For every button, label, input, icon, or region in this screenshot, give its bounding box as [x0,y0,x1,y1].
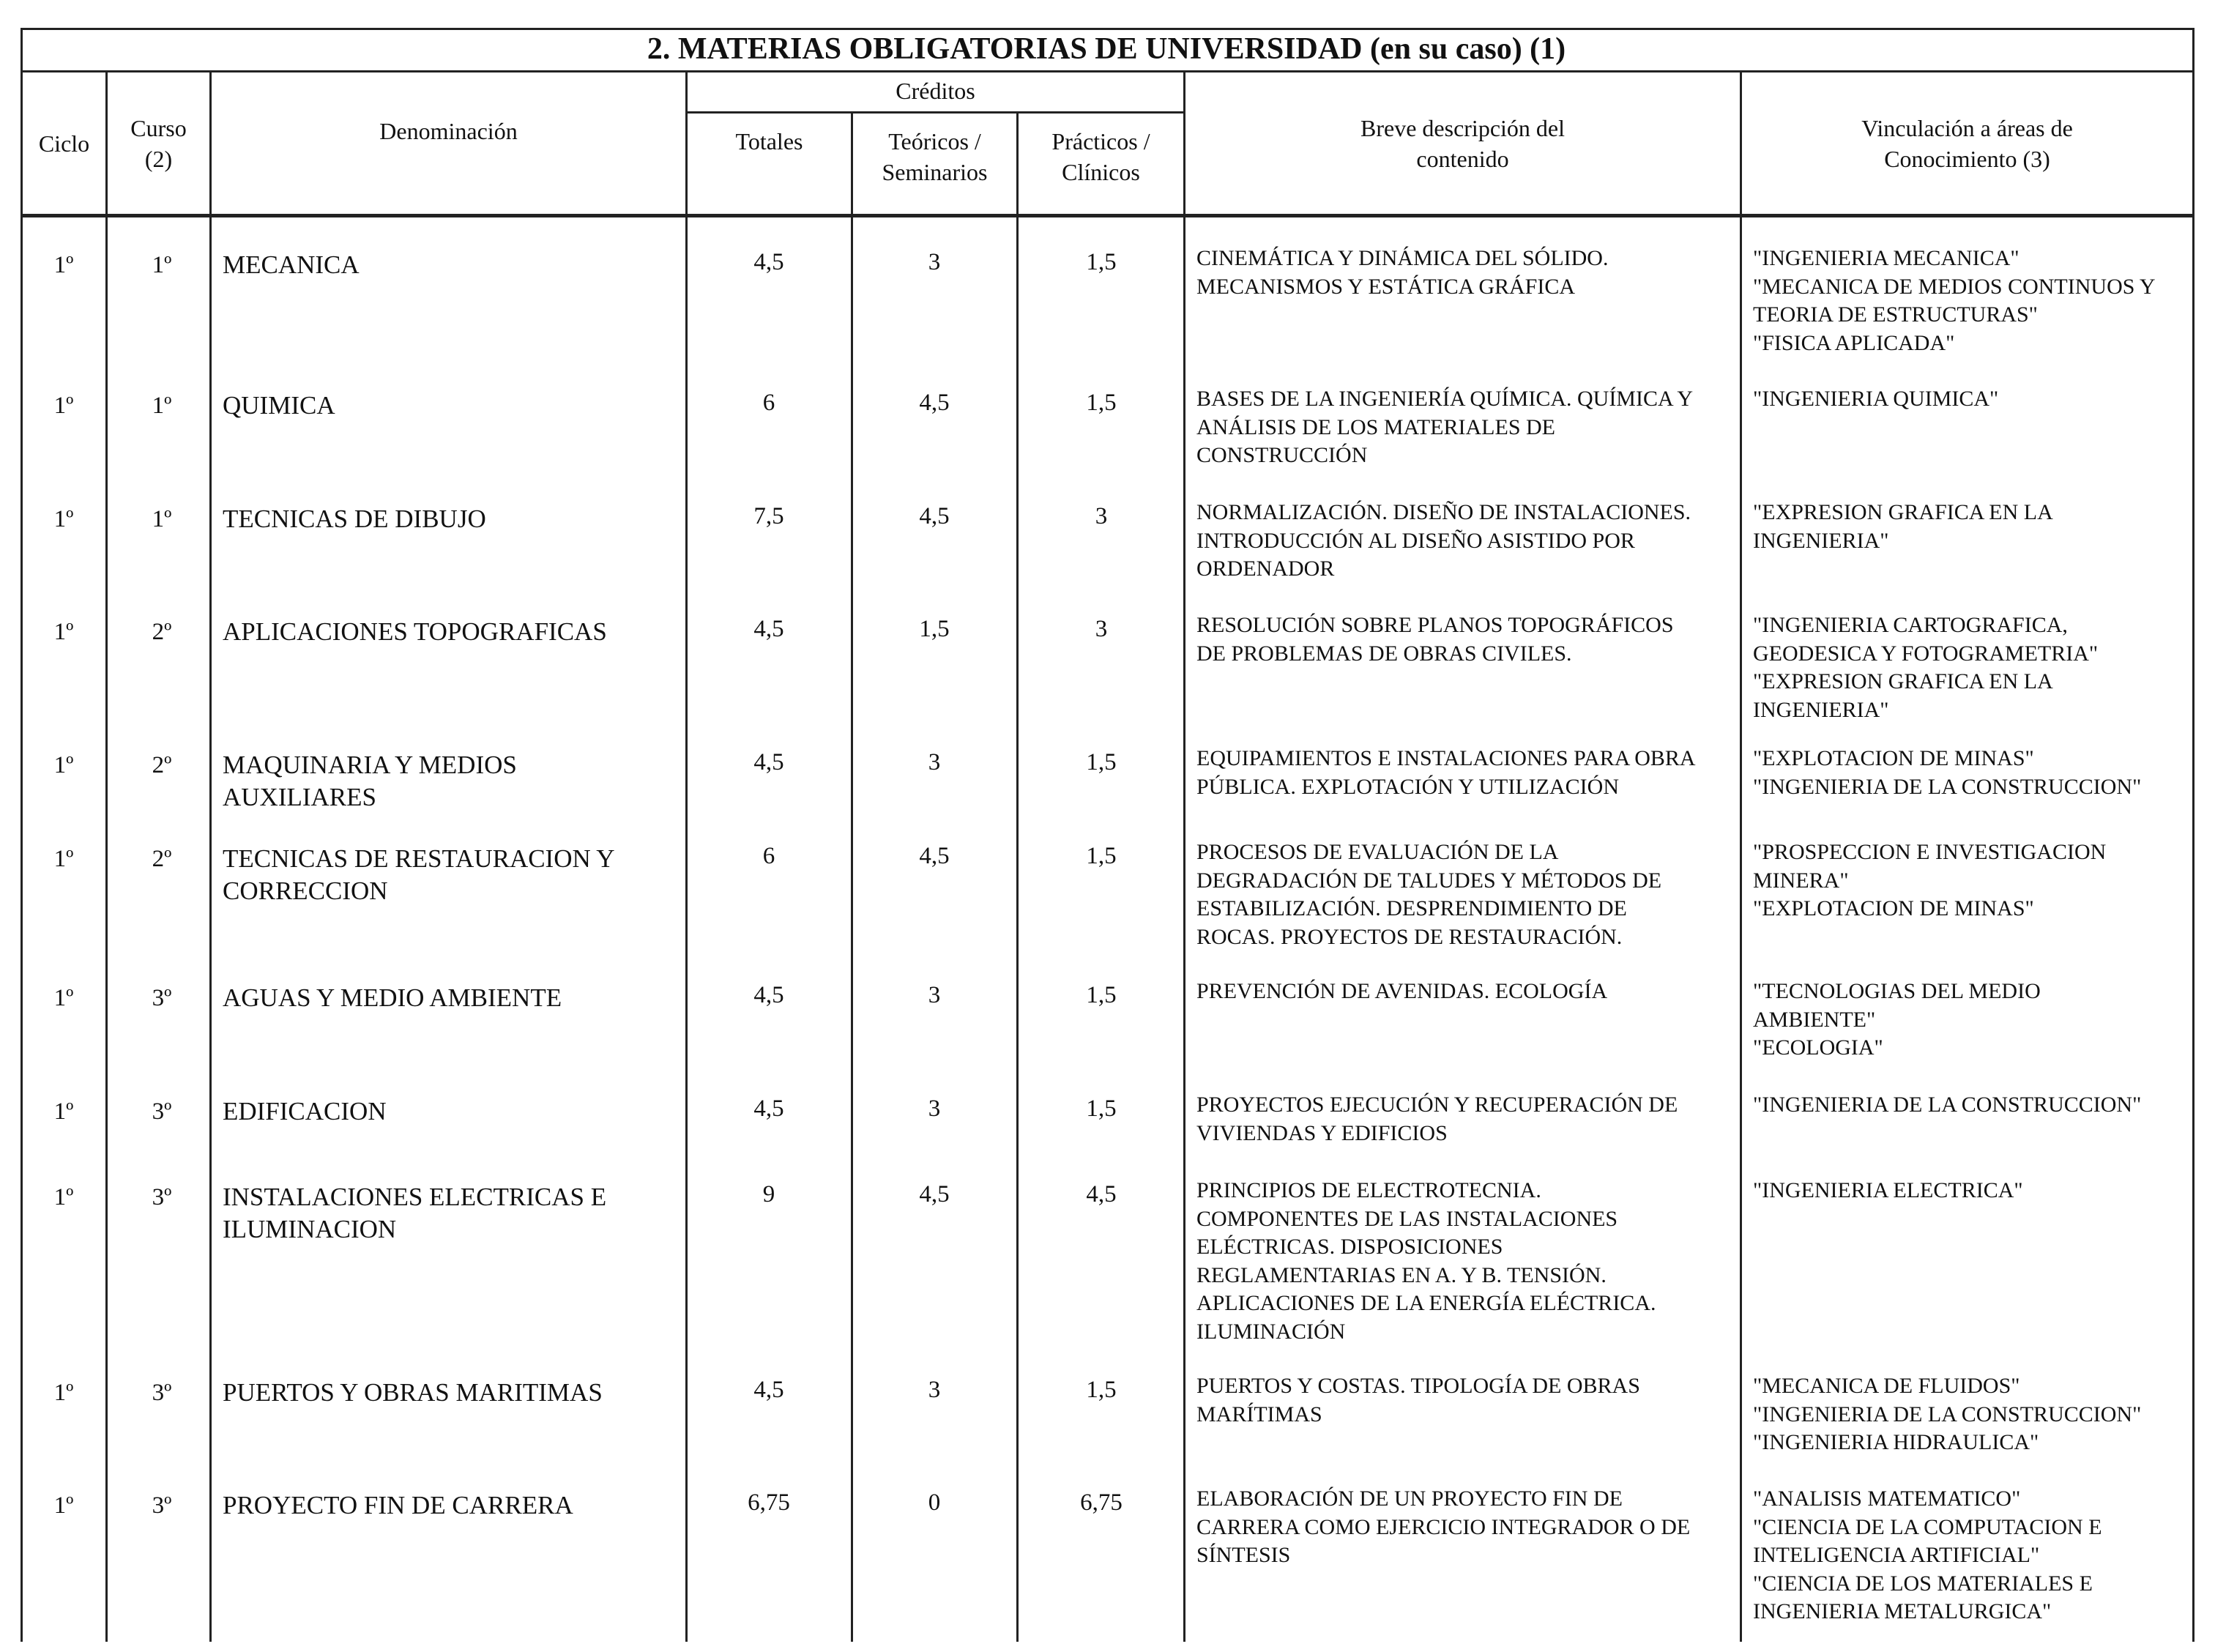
header-teoricos-line: Seminarios [882,159,988,185]
ciclo-cell: 1º [53,619,74,645]
descripcion-cell-line: INTRODUCCIÓN AL DISEÑO ASISTIDO POR [1196,528,1635,553]
denominacion-cell-line: CORRECCION [223,877,388,905]
vinculacion-cell-line: "CIENCIA DE LOS MATERIALES E [1753,1571,2093,1596]
totales-cell: 4,5 [753,1095,784,1122]
descripcion-cell-line: ELABORACIÓN DE UN PROYECTO FIN DE [1196,1487,1623,1511]
vinculacion-cell-line: "EXPRESION GRAFICA EN LA [1753,669,2053,693]
header-descripcion [1185,72,1740,214]
vinculacion-cell-line: "PROSPECCION E INVESTIGACION [1753,840,2107,864]
column-border [851,111,853,1642]
descripcion-cell [1196,1091,1731,1147]
vinculacion-cell-line: "EXPRESION GRAFICA EN LA [1753,500,2053,524]
descripcion-cell-line: ELÉCTRICAS. DISPOSICIONES [1196,1235,1503,1259]
header-descripcion-line: contenido [1416,145,1509,172]
totales-cell: 4,5 [753,749,784,775]
descripcion-cell [1196,1372,1731,1429]
denominacion-cell-line: APLICACIONES TOPOGRAFICAS [223,617,607,646]
header-practicos-line: Prácticos / [1051,128,1150,155]
denominacion-cell-line: EDIFICACION [223,1097,387,1125]
totales-cell: 4,5 [753,982,784,1008]
totales-cell: 4,5 [753,1377,784,1403]
header-teoricos-line: Teóricos / [888,128,981,155]
curso-cell: 1º [152,506,172,532]
descripcion-cell-line: ILUMINACIÓN [1196,1319,1346,1344]
vinculacion-cell [1753,745,2214,801]
totales-cell: 9 [762,1181,775,1208]
denominacion-cell [223,982,677,1014]
curso-cell: 2º [152,752,172,778]
header-vinculacion-line: Vinculación a áreas de [1861,114,2073,141]
descripcion-cell-line: CINEMÁTICA Y DINÁMICA DEL SÓLIDO. [1196,246,1609,270]
ciclo-cell: 1º [53,1492,74,1519]
denominacion-cell-line: INSTALACIONES ELECTRICAS E [223,1183,607,1211]
practicos-cell: 4,5 [1086,1181,1117,1208]
column-border [1740,70,1742,1642]
descripcion-cell-line: NORMALIZACIÓN. DISEÑO DE INSTALACIONES. [1196,500,1691,524]
vinculacion-cell [1753,499,2214,555]
header-curso-line: (2) [144,145,173,172]
teoricos-cell: 0 [928,1489,941,1516]
denominacion-cell-line: PUERTOS Y OBRAS MARITIMAS [223,1378,603,1407]
denominacion-cell-line: TECNICAS DE RESTAURACION Y [223,844,615,873]
descripcion-cell-line: VIVIENDAS Y EDIFICIOS [1196,1120,1448,1145]
descripcion-cell-line: COMPONENTES DE LAS INSTALACIONES [1196,1206,1618,1231]
practicos-cell: 1,5 [1086,843,1117,869]
vinculacion-cell [1753,1177,2214,1205]
teoricos-cell: 3 [928,749,941,775]
ciclo-cell: 1º [53,1098,74,1125]
denominacion-cell-line: PROYECTO FIN DE CARRERA [223,1491,573,1519]
vinculacion-cell-line: "INGENIERIA HIDRAULICA" [1753,1430,2039,1454]
header-totales [688,114,851,169]
vinculacion-cell [1753,838,2214,923]
descripcion-cell [1196,611,1731,668]
header-totales-label: Totales [735,128,803,155]
descripcion-cell [1196,745,1731,801]
curso-cell: 1º [152,252,172,278]
header-practicos [1019,114,1183,200]
ciclo-cell: 1º [53,1380,74,1406]
vinculacion-cell-line: "EXPLOTACION DE MINAS" [1753,746,2034,770]
ciclo-cell: 1º [53,252,74,278]
vinculacion-cell-line: INTELIGENCIA ARTIFICIAL" [1753,1543,2040,1567]
practicos-cell: 1,5 [1086,749,1117,775]
denominacion-cell [223,1489,677,1522]
teoricos-cell: 1,5 [919,616,950,642]
descripcion-cell [1196,245,1731,301]
vinculacion-cell-line: "CIENCIA DE LA COMPUTACION E [1753,1514,2102,1539]
totales-cell: 6,75 [748,1489,790,1516]
denominacion-cell [223,249,677,281]
vinculacion-cell-line: GEODESICA Y FOTOGRAMETRIA" [1753,641,2099,666]
vinculacion-cell [1753,1091,2214,1120]
denominacion-cell [223,1095,677,1128]
header-practicos-line: Clínicos [1062,159,1140,185]
denominacion-cell-line: TECNICAS DE DIBUJO [223,505,486,533]
totales-cell: 6 [762,843,775,869]
vinculacion-cell-line: "MECANICA DE FLUIDOS" [1753,1374,2020,1398]
descripcion-cell-line: REGLAMENTARIAS EN A. Y B. TENSIÓN. [1196,1262,1607,1287]
descripcion-cell-line: PROYECTOS EJECUCIÓN Y RECUPERACIÓN DE [1196,1093,1678,1117]
descripcion-cell-line: ESTABILIZACIÓN. DESPRENDIMIENTO DE [1196,896,1627,920]
practicos-cell: 6,75 [1080,1489,1123,1516]
descripcion-cell-line: ANÁLISIS DE LOS MATERIALES DE [1196,414,1555,439]
denominacion-cell-line: MAQUINARIA Y MEDIOS [223,751,517,779]
teoricos-cell: 4,5 [919,390,950,416]
denominacion-cell [223,1377,677,1409]
denominacion-cell [223,843,677,907]
header-curso [108,72,209,214]
header-denominacion [212,72,685,190]
teoricos-cell: 4,5 [919,1181,950,1208]
descripcion-cell-line: MECANISMOS Y ESTÁTICA GRÁFICA [1196,274,1576,299]
teoricos-cell: 3 [928,1377,941,1403]
vinculacion-cell-line: "INGENIERIA CARTOGRAFICA, [1753,613,2068,637]
ciclo-cell: 1º [53,392,74,419]
header-vinculacion-line: Conocimiento (3) [1884,145,2050,172]
descripcion-cell-line: PROCESOS DE EVALUACIÓN DE LA [1196,840,1559,864]
vinculacion-cell-line: "INGENIERIA MECANICA" [1753,246,2019,270]
totales-cell: 6 [762,390,775,416]
vinculacion-cell-line: "MECANICA DE MEDIOS CONTINUOS Y [1753,274,2156,299]
curso-cell: 3º [152,1380,172,1406]
descripcion-cell [1196,838,1731,951]
descripcion-cell [1196,1177,1731,1346]
denominacion-cell [223,390,677,422]
header-creditos-label: Créditos [896,78,975,104]
vinculacion-cell [1753,245,2214,357]
header-vinculacion [1742,72,2192,214]
denominacion-cell [223,503,677,535]
curso-cell: 2º [152,619,172,645]
denominacion-cell-line: MECANICA [223,250,360,279]
practicos-cell: 3 [1095,616,1108,642]
descripcion-cell-line: PÚBLICA. EXPLOTACIÓN Y UTILIZACIÓN [1196,774,1619,799]
vinculacion-cell [1753,1372,2214,1457]
vinculacion-cell-line: "EXPLOTACION DE MINAS" [1753,896,2034,920]
totales-cell: 4,5 [753,249,784,275]
vinculacion-cell-line: MINERA" [1753,868,1849,893]
curso-cell: 3º [152,1184,172,1210]
practicos-cell: 1,5 [1086,1377,1117,1403]
header-curso-line: Curso [130,114,187,141]
teoricos-cell: 4,5 [919,503,950,529]
curso-cell: 1º [152,392,172,419]
vinculacion-cell-line: INGENIERIA" [1753,528,1889,553]
practicos-cell: 1,5 [1086,1095,1117,1122]
descripcion-cell-line: ORDENADOR [1196,557,1335,581]
vinculacion-cell-line: "INGENIERIA QUIMICA" [1753,387,1999,411]
ciclo-cell: 1º [53,985,74,1011]
descripcion-cell-line: APLICACIONES DE LA ENERGÍA ELÉCTRICA. [1196,1291,1656,1315]
vinculacion-cell-line: TEORIA DE ESTRUCTURAS" [1753,302,2038,327]
curso-cell: 3º [152,985,172,1011]
vinculacion-cell-line: INGENIERIA" [1753,697,1889,722]
descripcion-cell-line: EQUIPAMIENTOS E INSTALACIONES PARA OBRA [1196,746,1696,770]
vinculacion-cell-line: "TECNOLOGIAS DEL MEDIO [1753,979,2041,1003]
denominacion-cell-line: QUIMICA [223,391,335,420]
practicos-cell: 1,5 [1086,982,1117,1008]
descripcion-cell-line: PREVENCIÓN DE AVENIDAS. ECOLOGÍA [1196,979,1608,1003]
vinculacion-cell-line: "INGENIERIA DE LA CONSTRUCCION" [1753,1093,2142,1117]
vinculacion-cell-line: "ECOLOGIA" [1753,1035,1883,1060]
teoricos-cell: 3 [928,249,941,275]
ciclo-cell: 1º [53,1184,74,1210]
vinculacion-cell-line: "ANALISIS MATEMATICO" [1753,1487,2021,1511]
descripcion-cell-line: PRINCIPIOS DE ELECTROTECNIA. [1196,1178,1541,1202]
column-border [1016,111,1019,1642]
descripcion-cell-line: DEGRADACIÓN DE TALUDES Y MÉTODOS DE [1196,868,1662,893]
denominacion-cell-line: AUXILIARES [223,783,376,811]
practicos-cell: 1,5 [1086,249,1117,275]
vinculacion-cell [1753,1485,2214,1626]
descripcion-cell [1196,385,1731,470]
descripcion-cell-line: DE PROBLEMAS DE OBRAS CIVILES. [1196,641,1572,666]
teoricos-cell: 3 [928,1095,941,1122]
header-ciclo [23,72,105,214]
descripcion-cell [1196,978,1731,1006]
curso-cell: 3º [152,1492,172,1519]
descripcion-cell-line: BASES DE LA INGENIERÍA QUÍMICA. QUÍMICA Y [1196,387,1694,411]
ciclo-cell: 1º [53,846,74,872]
vinculacion-cell-line: "INGENIERIA DE LA CONSTRUCCION" [1753,1402,2142,1426]
descripcion-cell-line: CONSTRUCCIÓN [1196,443,1368,467]
practicos-cell: 1,5 [1086,390,1117,416]
curso-cell: 2º [152,846,172,872]
totales-cell: 4,5 [753,616,784,642]
vinculacion-cell [1753,611,2214,724]
denominacion-cell [223,616,677,648]
curso-cell: 3º [152,1098,172,1125]
descripcion-cell-line: RESOLUCIÓN SOBRE PLANOS TOPOGRÁFICOS [1196,613,1674,637]
descripcion-cell [1196,499,1731,584]
descripcion-cell-line: MARÍTIMAS [1196,1402,1322,1426]
descripcion-cell-line: CARRERA COMO EJERCICIO INTEGRADOR O DE [1196,1514,1691,1539]
teoricos-cell: 3 [928,982,941,1008]
descripcion-cell-line: SÍNTESIS [1196,1543,1291,1567]
header-descripcion-line: Breve descripción del [1360,114,1565,141]
denominacion-cell [223,749,677,814]
denominacion-cell-line: ILUMINACION [223,1215,397,1243]
header-bottom-border [21,214,2192,217]
vinculacion-cell [1753,385,2214,414]
column-border [209,70,212,1642]
header-denominacion-label: Denominación [379,118,518,144]
table-title: 2. MATERIAS OBLIGATORIAS DE UNIVERSIDAD (en su caso) (1) [647,32,1566,66]
totales-cell: 7,5 [753,503,784,529]
vinculacion-cell-line: "FISICA APLICADA" [1753,330,1955,355]
header-creditos [688,70,1183,111]
practicos-cell: 3 [1095,503,1108,529]
vinculacion-cell [1753,978,2214,1063]
vinculacion-cell-line: INGENIERIA METALURGICA" [1753,1599,2052,1623]
vinculacion-cell-line: AMBIENTE" [1753,1007,1876,1032]
header-teoricos [853,114,1016,200]
ciclo-cell: 1º [53,506,74,532]
vinculacion-cell-line: "INGENIERIA ELECTRICA" [1753,1178,2023,1202]
denominacion-cell-line: AGUAS Y MEDIO AMBIENTE [223,983,562,1012]
denominacion-cell [223,1181,677,1246]
vinculacion-cell-line: "INGENIERIA DE LA CONSTRUCCION" [1753,774,2142,799]
ciclo-cell: 1º [53,752,74,778]
header-ciclo-label: Ciclo [38,130,90,157]
descripcion-cell-line: PUERTOS Y COSTAS. TIPOLOGÍA DE OBRAS [1196,1374,1640,1398]
descripcion-cell [1196,1485,1731,1570]
descripcion-cell-line: ROCAS. PROYECTOS DE RESTAURACIÓN. [1196,924,1623,949]
teoricos-cell: 4,5 [919,843,950,869]
